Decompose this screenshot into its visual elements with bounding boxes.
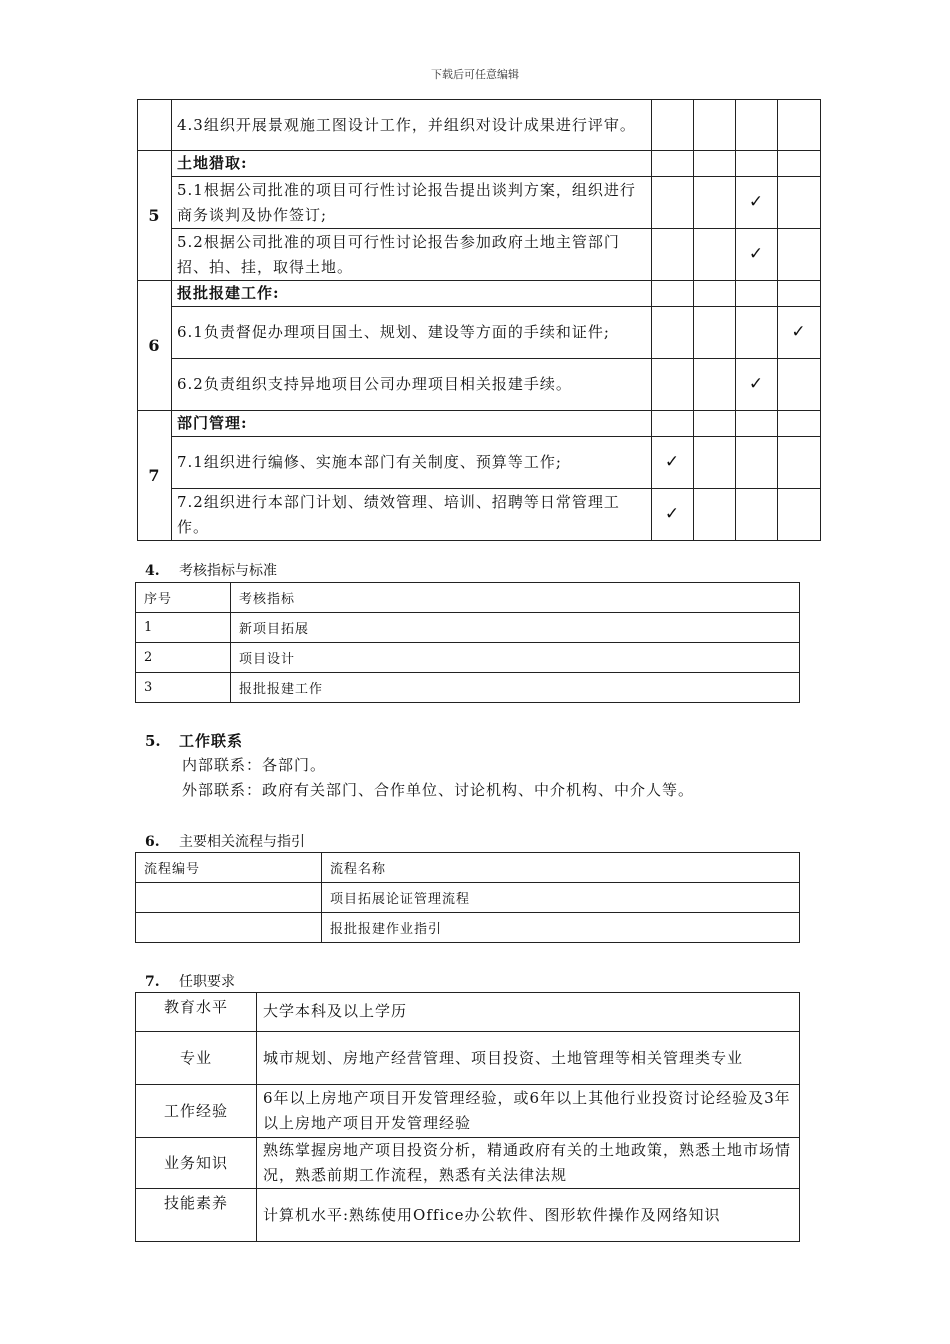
table-row — [138, 489, 821, 541]
table-row — [138, 177, 821, 229]
duty-item-4-3: 4.3组织开展景观施工图设计工作，并组织对设计成果进行评审。 — [172, 100, 652, 151]
table-row — [138, 281, 821, 307]
requirement-value: 6年以上房地产项目开发管理经验，或6年以上其他行业投资讨论经验及3年以上房地产项目开发管理经验 — [257, 1085, 800, 1138]
table-row — [136, 1138, 800, 1189]
table-row — [136, 673, 800, 703]
section-number: 5. — [145, 732, 161, 750]
table-row — [136, 643, 800, 673]
check-mark-icon: ✓ — [748, 244, 765, 264]
process-table — [135, 852, 800, 943]
table-header-row — [136, 853, 800, 883]
table-row — [138, 100, 821, 151]
check-mark-icon: ✓ — [748, 192, 765, 212]
section-6-title — [145, 831, 305, 851]
table-row — [138, 359, 821, 411]
check-mark-icon: ✓ — [791, 322, 807, 342]
group-title: 报批报建工作: — [172, 281, 652, 307]
requirement-label: 业务知识 — [136, 1138, 257, 1189]
table-row — [136, 613, 800, 643]
requirement-label: 专业 — [136, 1032, 257, 1085]
table-row — [136, 1032, 800, 1085]
requirement-value: 熟练掌握房地产项目投资分析，精通政府有关的土地政策，熟悉土地市场情况，熟悉前期工作流程，熟悉有关法律法规 — [257, 1138, 800, 1189]
table-cell: 报批报建作业指引 — [322, 913, 800, 943]
table-row — [138, 437, 821, 489]
requirement-value: 大学本科及以上学历 — [257, 993, 800, 1032]
table-cell: 项目设计 — [231, 643, 800, 673]
duty-item: 5.2根据公司批准的项目可行性讨论报告参加政府土地主管部门招、拍、挂，取得土地。 — [172, 229, 652, 281]
requirements-table — [135, 992, 800, 1242]
table-cell: 3 — [136, 673, 231, 703]
check-mark-icon: ✓ — [748, 374, 765, 394]
column-header: 流程编号 — [136, 853, 322, 883]
external-relations: 外部联系：政府有关部门、合作单位、讨论机构、中介机构、中介人等。 — [182, 781, 695, 799]
section-title-text: 任职要求 — [179, 974, 235, 990]
requirement-label: 教育水平 — [136, 993, 257, 1032]
section-number: 4. — [145, 563, 160, 579]
section-title-text: 主要相关流程与指引 — [179, 834, 305, 850]
table-row — [138, 411, 821, 437]
column-header: 流程名称 — [322, 853, 800, 883]
section-7-title — [145, 971, 235, 991]
check-mark-icon: ✓ — [664, 504, 681, 524]
table-row — [138, 229, 821, 281]
table-row — [138, 151, 821, 177]
group-number: 6 — [138, 281, 172, 411]
table-header-row — [136, 583, 800, 613]
internal-relations: 内部联系：各部门。 — [182, 756, 327, 774]
section-4-title — [145, 560, 277, 580]
table-cell — [136, 883, 322, 913]
group-number: 5 — [138, 151, 172, 281]
page-header-note: 下载后可任意编辑 — [431, 68, 519, 81]
table-cell — [136, 913, 322, 943]
group-number: 7 — [138, 411, 172, 541]
requirement-label: 技能素养 — [136, 1189, 257, 1242]
section-title-text: 工作联系 — [179, 732, 244, 750]
table-row — [136, 1189, 800, 1242]
kpi-table — [135, 582, 800, 703]
duty-item: 7.1组织进行编修、实施本部门有关制度、预算等工作; — [172, 437, 652, 489]
table-row — [136, 1085, 800, 1138]
group-title: 土地猎取: — [172, 151, 652, 177]
section-5-title — [145, 730, 243, 751]
table-cell: 2 — [136, 643, 231, 673]
table-row — [138, 307, 821, 359]
requirement-label: 工作经验 — [136, 1085, 257, 1138]
table-cell: 报批报建工作 — [231, 673, 800, 703]
duty-item: 7.2组织进行本部门计划、绩效管理、培训、招聘等日常管理工作。 — [172, 489, 652, 541]
duty-item: 5.1根据公司批准的项目可行性讨论报告提出谈判方案，组织进行商务谈判及协作签订; — [172, 177, 652, 229]
column-header: 考核指标 — [231, 583, 800, 613]
section-number: 7. — [145, 974, 160, 990]
table-row — [136, 883, 800, 913]
group-title: 部门管理: — [172, 411, 652, 437]
section-title-text: 考核指标与标准 — [179, 563, 277, 579]
duty-item: 6.1负责督促办理项目国土、规划、建设等方面的手续和证件; — [172, 307, 652, 359]
table-cell: 新项目拓展 — [231, 613, 800, 643]
column-header: 序号 — [136, 583, 231, 613]
check-mark-icon: ✓ — [664, 452, 681, 472]
table-cell: 项目拓展论证管理流程 — [322, 883, 800, 913]
row-number-cell — [138, 100, 172, 151]
requirement-value: 城市规划、房地产经营管理、项目投资、土地管理等相关管理类专业 — [257, 1032, 800, 1085]
section-number: 6. — [145, 834, 160, 850]
duties-table — [137, 99, 821, 541]
table-row — [136, 913, 800, 943]
table-cell: 1 — [136, 613, 231, 643]
requirement-value: 计算机水平:熟练使用Office办公软件、图形软件操作及网络知识 — [257, 1189, 800, 1242]
duty-item: 6.2负责组织支持异地项目公司办理项目相关报建手续。 — [172, 359, 652, 411]
table-row — [136, 993, 800, 1032]
